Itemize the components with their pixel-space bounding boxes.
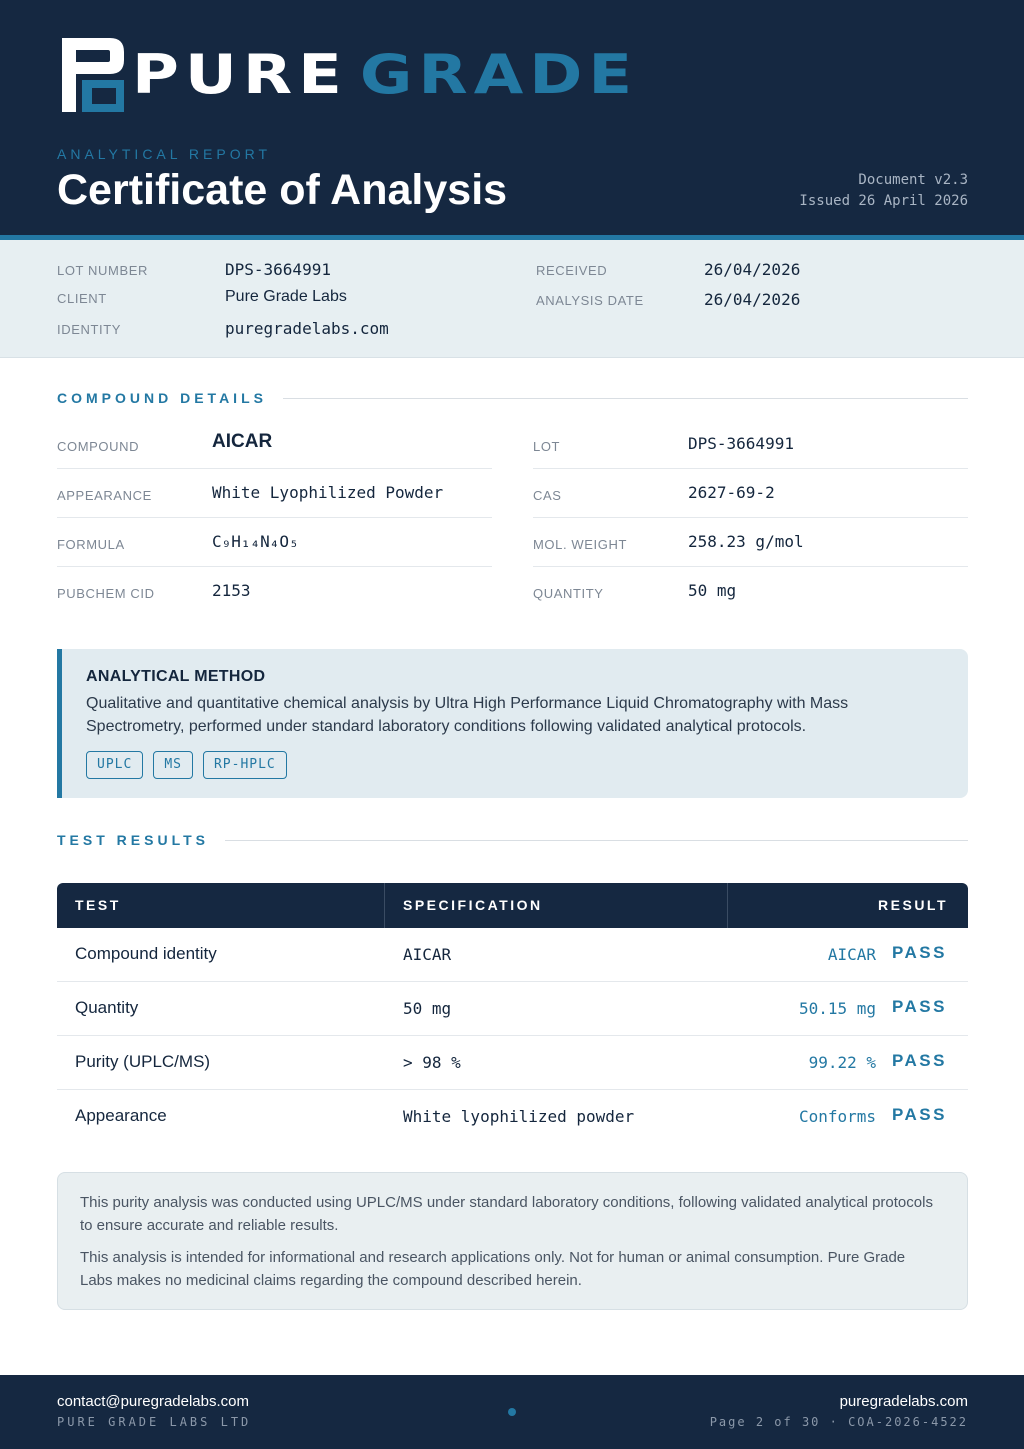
- test-result: AICAR: [827, 945, 876, 964]
- received-value: 26/04/2026: [704, 260, 801, 279]
- test-spec: > 98 %: [403, 1053, 461, 1072]
- identity-label: IDENTITY: [57, 322, 122, 337]
- footer-company: PURE GRADE LABS LTD: [57, 1415, 252, 1429]
- disclaimer-paragraph: This analysis is intended for informational and research applications only. Not for human or animal consumption. Pure Grade Labs makes no medicinal claims regarding the compound described herein.: [80, 1249, 906, 1289]
- column-header-specification: SPECIFICATION: [403, 897, 543, 913]
- detail-row-lot: [533, 420, 968, 469]
- detail-value: 258.23 g/mol: [688, 532, 804, 551]
- detail-value: DPS-3664991: [688, 434, 794, 453]
- method-tag: UPLC: [86, 751, 143, 779]
- report-header: [0, 0, 1024, 235]
- pass-badge: PASS: [891, 1105, 947, 1124]
- compound-details-title: COMPOUND DETAILS: [57, 390, 267, 406]
- table-row: [57, 982, 968, 1036]
- method-title: ANALYTICAL METHOD: [86, 668, 266, 685]
- lot-info-band: [0, 240, 1024, 358]
- logo-word-grade: GRADE: [359, 43, 639, 107]
- test-result: Conforms: [798, 1107, 876, 1126]
- footer-page-number: Page 2 of 30 · COA-2026-4522: [709, 1415, 968, 1429]
- page-title: Certificate of Analysis: [57, 166, 508, 214]
- test-name: Purity (UPLC/MS): [75, 1052, 211, 1071]
- test-spec: White lyophilized powder: [403, 1107, 635, 1126]
- detail-row-mol-weight: [533, 518, 968, 567]
- section-divider: [225, 840, 968, 841]
- footer-dot-icon: [508, 1408, 516, 1416]
- lot-number-value: DPS-3664991: [225, 260, 331, 279]
- client-value: Pure Grade Labs: [225, 288, 347, 305]
- test-results-heading: [57, 832, 968, 848]
- results-table-header: [57, 883, 968, 928]
- method-tag: MS: [153, 751, 193, 779]
- identity-value: puregradelabs.com: [225, 319, 389, 338]
- pass-badge: PASS: [891, 943, 947, 962]
- test-name: Compound identity: [75, 944, 217, 963]
- lot-number-label: LOT NUMBER: [57, 263, 148, 278]
- test-name: Appearance: [75, 1106, 167, 1125]
- footer-website-link[interactable]: puregradelabs.com: [839, 1393, 968, 1410]
- table-row: [57, 1090, 968, 1144]
- detail-row-compound: [57, 420, 492, 469]
- column-header-test: TEST: [75, 897, 121, 913]
- disclaimer-box: [57, 1172, 968, 1310]
- detail-row-pubchem: [57, 567, 492, 616]
- report-eyebrow: ANALYTICAL REPORT: [57, 146, 272, 162]
- detail-label: COMPOUND: [57, 439, 140, 454]
- pass-badge: PASS: [891, 1051, 947, 1070]
- detail-value: C₉H₁₄N₄O₅: [212, 532, 299, 551]
- table-row: [57, 928, 968, 982]
- detail-row-cas: [533, 469, 968, 518]
- footer-email-link[interactable]: contact@puregradelabs.com: [57, 1393, 249, 1410]
- brand-logo: [62, 38, 638, 112]
- detail-label: CAS: [533, 488, 562, 503]
- detail-value: 2153: [212, 581, 251, 600]
- logo-wordmark: [132, 44, 638, 107]
- detail-label: LOT: [533, 439, 561, 454]
- page-footer: [0, 1375, 1024, 1449]
- compound-name: AICAR: [212, 431, 273, 452]
- issued-date: Issued 26 April 2026: [799, 193, 968, 209]
- detail-label: MOL. WEIGHT: [533, 537, 627, 552]
- detail-label: APPEARANCE: [57, 488, 152, 503]
- pass-badge: PASS: [891, 997, 947, 1016]
- disclaimer-paragraph: This purity analysis was conducted using UPLC/MS under standard laboratory conditions, following validated analytical protocols to ensure accurate and reliable results.: [80, 1194, 933, 1234]
- column-separator: [384, 883, 385, 928]
- document-meta: [799, 170, 968, 212]
- test-results-title: TEST RESULTS: [57, 832, 209, 848]
- test-spec: AICAR: [403, 945, 452, 964]
- logo-word-pure: PURE: [132, 43, 348, 107]
- test-name: Quantity: [75, 998, 139, 1017]
- test-spec: 50 mg: [403, 999, 452, 1018]
- method-tags: [86, 751, 297, 779]
- method-tag: RP-HPLC: [203, 751, 287, 779]
- test-result: 99.22 %: [808, 1053, 876, 1072]
- column-separator: [727, 883, 728, 928]
- detail-value: 2627-69-2: [688, 483, 775, 502]
- detail-label: PUBCHEM CID: [57, 586, 155, 601]
- detail-value: White Lyophilized Powder: [212, 483, 444, 502]
- analysis-date-value: 26/04/2026: [704, 290, 801, 309]
- detail-row-appearance: [57, 469, 492, 518]
- test-result: 50.15 mg: [798, 999, 876, 1018]
- document-version: Document v2.3: [858, 172, 968, 188]
- analysis-date-label: ANALYSIS DATE: [536, 293, 644, 308]
- logo-mark-icon: [62, 38, 124, 112]
- column-header-result: RESULT: [878, 897, 948, 913]
- detail-label: QUANTITY: [533, 586, 604, 601]
- table-row: [57, 1036, 968, 1090]
- received-label: RECEIVED: [536, 263, 608, 278]
- analytical-method-box: [57, 649, 968, 798]
- detail-label: FORMULA: [57, 537, 125, 552]
- detail-value: 50 mg: [688, 581, 737, 600]
- compound-details-heading: [57, 390, 968, 406]
- method-description: Qualitative and quantitative chemical analysis by Ultra High Performance Liquid Chromatography with Mass Spectrometry, performed under standard laboratory conditions following validated analytical protocols.: [86, 695, 849, 735]
- detail-row-formula: [57, 518, 492, 567]
- client-label: CLIENT: [57, 291, 107, 306]
- detail-row-quantity: [533, 567, 968, 616]
- section-divider: [283, 398, 968, 399]
